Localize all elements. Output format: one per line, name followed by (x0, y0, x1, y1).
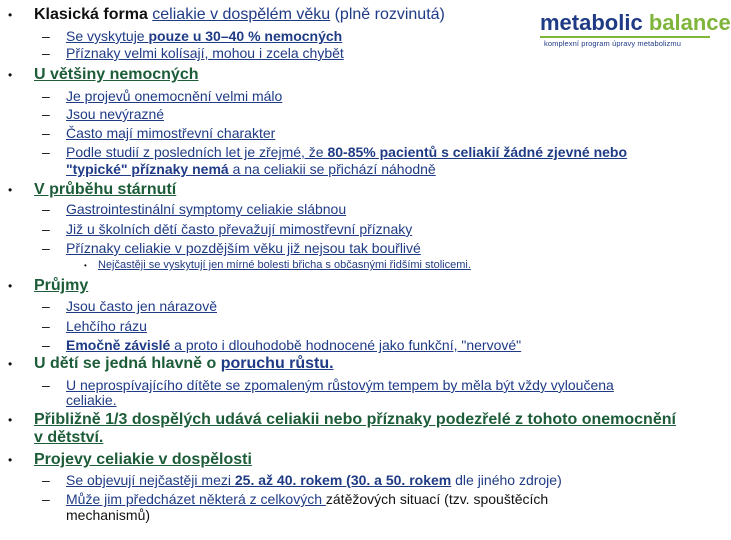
s7-line2-cont: mechanismů) (66, 507, 151, 523)
bullet-icon: • (8, 8, 13, 22)
s2-line4 (66, 144, 627, 160)
s2-line2: Jsou nevýrazné (66, 106, 165, 122)
bullet-icon: • (8, 68, 13, 82)
s5-line1: U neprospívajícího dítěte se zpomaleným růstovým tempem by měla být vždy vyloučena (66, 377, 614, 393)
logo-wordmark (540, 10, 731, 36)
s1-heading-b: celiakie v dospělém věku (152, 6, 331, 23)
s4-heading: Průjmy (34, 277, 89, 294)
logo-underline (540, 36, 710, 38)
dash-icon: – (42, 491, 50, 507)
logo-tagline: komplexní program úpravy metabolizmu (544, 39, 681, 48)
dash-icon: – (42, 240, 50, 256)
s3-line3: Příznaky celiakie v pozdějším věku již nejsou tak bouřlivé (66, 240, 421, 256)
s1-heading (34, 6, 445, 24)
bullet-icon: • (8, 453, 13, 467)
bullet-icon: • (8, 279, 13, 293)
logo-word-metabolic: metabolic (540, 10, 643, 35)
s3-line2: Již u školních dětí často převažují mimostřevní příznaky (66, 221, 413, 237)
dash-icon: – (42, 106, 50, 122)
s2-heading: U většiny nemocných (34, 66, 199, 83)
s4-line1: Jsou často jen nárazově (66, 298, 217, 314)
s7-line1 (66, 472, 562, 488)
dash-icon: – (42, 337, 50, 353)
s2-line3: Často mají mimostřevní charakter (66, 125, 276, 141)
dash-icon: – (42, 88, 50, 104)
dash-icon: – (42, 28, 50, 44)
s7-line2 (66, 491, 548, 507)
s7-line1-c: dle jiného zdroje) (451, 472, 562, 488)
s4-line3-b: a proto i dlouhodobě hodnocené jako funkční, "nervové" (170, 337, 522, 353)
dash-icon: – (42, 318, 50, 334)
s2-line1: Je projevů onemocnění velmi málo (66, 88, 283, 104)
s2-line4-a: Podle studií z posledních let je zřejmé, že (66, 144, 328, 160)
s3-heading: V průběhu stárnutí (34, 181, 177, 198)
dash-icon: – (42, 377, 50, 393)
bullet-icon: • (8, 413, 13, 427)
logo-word-balance: balance (648, 10, 731, 35)
s7-heading: Projevy celiakie v dospělosti (34, 451, 252, 468)
s2-line4-c: "typické" příznaky nemá (66, 161, 229, 177)
s4-line3 (66, 337, 521, 353)
s5-heading (34, 355, 334, 373)
s2-line4-cont (66, 161, 436, 177)
s1-heading-c: (plně rozvinutá) (330, 6, 445, 23)
s5-line1-cont: celiakie. (66, 392, 117, 408)
s7-line1-a: Se objevují nejčastěji mezi (66, 472, 235, 488)
s1-line1-b: pouze u 30–40 % nemocných (148, 28, 343, 44)
s1-line1 (66, 28, 342, 44)
s7-line2-a: Může jim předcházet některá z celkových (66, 491, 326, 507)
s4-line3-a: Emočně závislé (66, 337, 171, 353)
s5-heading-b: poruchu růstu. (220, 355, 334, 372)
bullet-icon: • (8, 357, 13, 371)
s6-line2: v dětství. (34, 429, 104, 446)
s7-line2-b: zátěžových situací (tzv. spouštěcích (325, 491, 549, 507)
s2-line4-d: a na celiakii se přichází náhodně (228, 161, 436, 177)
bullet-icon: • (84, 261, 87, 270)
dash-icon: – (42, 125, 50, 141)
s1-heading-a: Klasická forma (34, 6, 153, 23)
s1-line2: Příznaky velmi kolísají, mohou i zcela chybět (66, 45, 344, 61)
dash-icon: – (42, 221, 50, 237)
s7-line1-b: 25. až 40. rokem (30. a 50. rokem (234, 472, 452, 488)
s2-line4-b: 80-85% pacientů s celiakií žádné zjevné nebo (327, 144, 628, 160)
dash-icon: – (42, 472, 50, 488)
dash-icon: – (42, 45, 50, 61)
s4-line2: Lehčího rázu (66, 318, 147, 334)
bullet-icon: • (8, 183, 13, 197)
dash-icon: – (42, 298, 50, 314)
s5-heading-a: U dětí se jedná hlavně o (34, 355, 221, 372)
s1-line1-a: Se vyskytuje (66, 28, 149, 44)
dash-icon: – (42, 201, 50, 217)
s3-subline: Nejčastěji se vyskytují jen mírné bolesti břicha s občasnými řidšími stolicemi. (98, 259, 471, 271)
s3-line1: Gastrointestinální symptomy celiakie slábnou (66, 201, 347, 217)
s6-line1: Přibližně 1/3 dospělých udává celiakii nebo příznaky podezřelé z tohoto onemocnění (34, 411, 676, 428)
dash-icon: – (42, 144, 50, 160)
metabolic-balance-logo (540, 10, 731, 54)
